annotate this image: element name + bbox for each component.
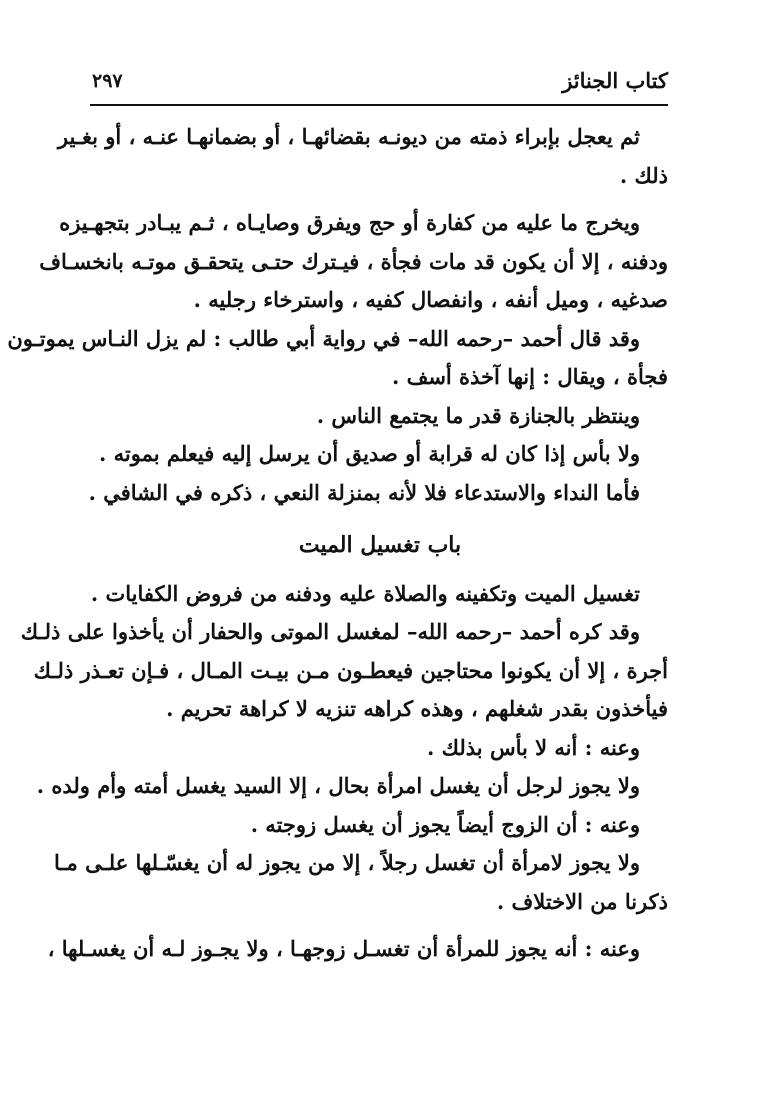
text-line: وقد كره أحمد –رحمه الله– لمغسل الموتى والحفار أن يأخذوا على ذلـك xyxy=(20,619,640,644)
text-line: صدغيه ، وميل أنفه ، وانفصال كفيه ، واسترخاء رجليه . xyxy=(193,287,668,312)
chapter-title: كتاب الجنائز xyxy=(562,68,668,93)
text-line: ودفنه ، إلا أن يكون قد مات فجأة ، فيـترك حتـى يتحقـق موتـه بانخسـاف xyxy=(39,248,668,274)
text-line: ولا يجوز لامرأة أن تغسل رجلاً ، إلا من يجوز له أن يغسّـلها علـى مـا xyxy=(54,850,640,875)
section-heading: باب تغسيل الميت xyxy=(298,532,462,558)
text-line: فيأخذون بقدر شغلهم ، وهذه كراهه تنزيه لا كراهة تحريم . xyxy=(166,696,668,721)
header-rule xyxy=(90,104,668,106)
text-line: ذلك . xyxy=(619,162,668,188)
running-header xyxy=(90,60,668,100)
text-line: تغسيل الميت وتكفينه والصلاة عليه ودفنه من فروض الكفايات . xyxy=(90,580,640,606)
text-line: فجأة ، ويقال : إنها آخذة أسف . xyxy=(391,364,668,389)
text-line: وينتظر بالجنازة قدر ما يجتمع الناس . xyxy=(316,402,640,428)
text-line: وعنه : أن الزوج أيضاً يجوز أن يغسل زوجته . xyxy=(250,811,640,837)
text-line: وعنه : أنه يجوز للمرأة أن تغسـل زوجهـا ، ولا يجـوز لـه أن يغسـلها ، xyxy=(47,936,640,961)
text-line: ولا بأس إذا كان له قرابة أو صديق أن يرسل إليه فيعلم بموته . xyxy=(99,441,640,466)
text-line: أجرة ، إلا أن يكونوا محتاجين فيعطـون مـن بيـت المـال ، فـإن تعـذر ذلـك xyxy=(33,657,668,683)
text-line: وقد قال أحمد –رحمه الله– في رواية أبي طالب : لم يزل النـاس يموتـون xyxy=(7,325,640,351)
text-line: فأما النداء والاستدعاء فلا لأنه بمنزلة النعي ، ذكره في الشافي . xyxy=(88,479,640,505)
text-line: وعنه : أنه لا بأس بذلك . xyxy=(427,734,640,760)
page-number: ٢٩٧ xyxy=(92,70,123,92)
text-line: ذكرنا من الاختلاف . xyxy=(496,888,668,914)
text-line: ولا يجوز لرجل أن يغسل امرأة بحال ، إلا السيد يغسل أمته وأم ولده . xyxy=(36,773,640,798)
text-line: ويخرج ما عليه من كفارة أو حج ويفرق وصايـاه ، ثـم يبـادر بتجهـيزه xyxy=(59,210,640,235)
page-body xyxy=(7,118,668,969)
text-line: ثم يعجل بإبراء ذمته من ديونـه بقضائهـا ، أو بضمانهـا عنـه ، أو بغـير xyxy=(57,124,640,149)
